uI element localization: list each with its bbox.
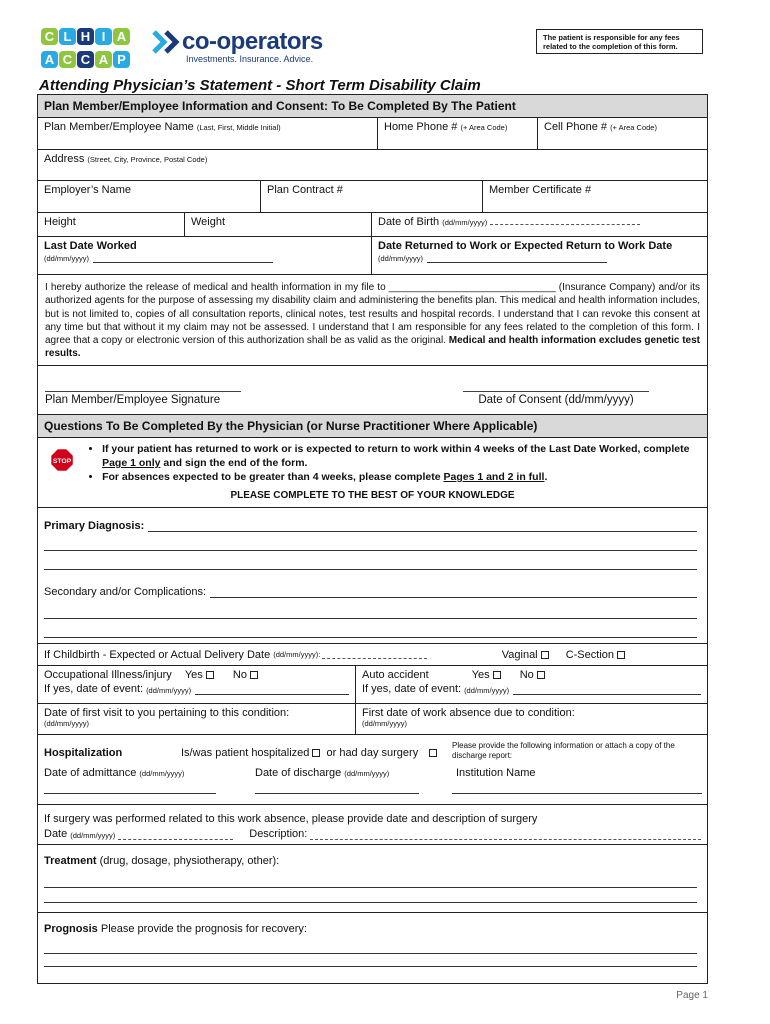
cell-phone-field[interactable]: Cell Phone # (+ Area Code): [544, 121, 657, 133]
company-name: co-operators: [182, 28, 323, 55]
prognosis-label: Prognosis Please provide the prognosis for recovery:: [44, 923, 307, 936]
occupational-auto-row: [38, 666, 707, 704]
form-table: [37, 94, 708, 984]
plan-contract-field[interactable]: Plan Contract #: [261, 181, 483, 212]
instructions-block: [38, 438, 707, 487]
surgery-text: If surgery was performed related to this work absence, please provide date and description of surgery: [44, 813, 538, 826]
auto-date-field[interactable]: If yes, date of event: (dd/mm/yyyy): [362, 683, 701, 695]
name-phone-row: [38, 118, 707, 150]
employer-row: [38, 181, 707, 213]
home-phone-field[interactable]: Home Phone # (+ Area Code): [378, 118, 538, 149]
primary-diagnosis-field[interactable]: Primary Diagnosis :: [38, 520, 707, 532]
svg-text:C: C: [62, 52, 73, 67]
svg-text:A: A: [98, 52, 109, 67]
surgery-description-field[interactable]: [310, 832, 701, 840]
admittance-line[interactable]: [44, 793, 216, 794]
address-field[interactable]: Address (Street, City, Province, Postal Code): [44, 153, 208, 165]
auto-no-checkbox[interactable]: [537, 671, 545, 679]
institution-label: Institution Name: [456, 767, 536, 780]
instruction-item: • For absences expected to be greater than 4 weeks, please complete Pages 1 and 2 in full.: [102, 470, 701, 484]
day-surgery-checkbox[interactable]: [429, 749, 437, 757]
page-number: Page 1: [676, 990, 708, 1001]
svg-text:I: I: [101, 29, 106, 44]
vaginal-checkbox[interactable]: [541, 651, 549, 659]
prognosis-block: [38, 913, 707, 983]
svg-text:C: C: [80, 52, 91, 67]
prognosis-line[interactable]: [44, 953, 697, 954]
occupational-field: Occupational Illness/injury Yes No If yes, date of event: (dd/mm/yyyy): [38, 666, 356, 703]
name-field[interactable]: Plan Member/Employee Name (Last, First, Middle Initial): [38, 118, 378, 149]
occ-no-checkbox[interactable]: [250, 671, 258, 679]
admittance-label: Date of admittance (dd/mm/yyyy): [44, 767, 185, 780]
clhia-logo: [41, 27, 131, 71]
consent-text: I hereby authorize the release of medical and health information in my file to ______________________________ (Insurance Company) and/or its authorized agents for the purpose of assessing my disability claim and administering the benefits plan. This medical and health information includes, but is not limited to, copies of all consultation reports, clinical notes, test results and hospital records. I understand that I can revoke this consent at any time but that without it my claim may not be assessed. I understand that I am responsible for any fees related to the completion of this form. I agree that a copy or electronic version of this authorization shall be as valid as the original. Medical and health information excludes genetic test results.: [38, 275, 707, 366]
prognosis-line[interactable]: [44, 966, 697, 967]
first-visit-field[interactable]: Date of first visit to you pertaining to this condition: (dd/mm/yyyy): [38, 704, 356, 734]
visit-absence-row: [38, 704, 707, 735]
instruction-item: • If your patient has returned to work or is expected to return to work within 4 weeks of the Last Date Worked, complete Page 1 only and sign the end of the form.: [102, 442, 701, 470]
fee-notice: The patient is responsible for any fees related to the completion of this form.: [536, 29, 703, 54]
surgery-block: [38, 805, 707, 845]
company-tagline: Investments. Insurance. Advice.: [186, 54, 314, 64]
dob-field[interactable]: Date of Birth (dd/mm/yyyy): [372, 213, 707, 236]
patient-section-heading: Plan Member/Employee Information and Consent: To Be Completed By The Patient: [38, 95, 707, 118]
svg-text:L: L: [63, 29, 72, 44]
weight-field[interactable]: Weight: [185, 213, 372, 236]
physician-section-heading: Questions To Be Completed By the Physician (or Nurse Practitioner Where Applicable): [38, 415, 707, 438]
address-row: [38, 150, 707, 181]
hospitalization-note: Please provide the following information or attach a copy of the discharge report:: [452, 741, 675, 760]
work-dates-row: [38, 237, 707, 275]
employer-field[interactable]: Employer’s Name: [38, 181, 261, 212]
last-worked-field[interactable]: Last Date Worked (dd/mm/yyyy): [38, 237, 372, 274]
discharge-line[interactable]: [255, 793, 419, 794]
form-title: Attending Physician’s Statement - Short Term Disability Claim: [39, 77, 481, 94]
signature-field[interactable]: Plan Member/Employee Signature: [45, 380, 241, 406]
discharge-label: Date of discharge (dd/mm/yyyy): [255, 767, 390, 780]
childbirth-row: [38, 644, 707, 666]
first-absence-field[interactable]: First date of work absence due to condition: (dd/mm/yyyy): [362, 707, 575, 729]
childbirth-field[interactable]: If Childbirth - Expected or Actual Delivery Date (dd/mm/yyyy):: [38, 649, 502, 661]
stop-sign-icon: [50, 444, 74, 476]
institution-line[interactable]: [452, 793, 702, 794]
svg-text:STOP: STOP: [52, 457, 72, 465]
cooperators-logo: [150, 28, 323, 64]
delivery-type: Vaginal C-Section: [502, 649, 707, 661]
hospitalized-checkbox[interactable]: [312, 749, 320, 757]
svg-text:A: A: [116, 29, 127, 44]
height-weight-row: [38, 213, 707, 237]
auto-accident-field: Auto accident Yes No If yes, date of event: (dd/mm/yyyy): [356, 666, 707, 703]
return-date-field[interactable]: Date Returned to Work or Expected Return to Work Date (dd/mm/yyyy): [378, 240, 673, 263]
occ-yes-checkbox[interactable]: [206, 671, 214, 679]
hospitalization-block: [38, 735, 707, 805]
hospitalized-question: Is/was patient hospitalized or had day surgery: [181, 747, 437, 759]
svg-text:P: P: [117, 52, 126, 67]
member-certificate-field[interactable]: Member Certificate #: [489, 184, 592, 196]
secondary-diagnosis-field[interactable]: Secondary and/or Complications:: [38, 586, 707, 598]
consent-date-field[interactable]: Date of Consent (dd/mm/yyyy): [463, 380, 649, 406]
hospitalization-label: Hospitalization: [44, 747, 123, 760]
height-field[interactable]: Height: [38, 213, 185, 236]
knowledge-note: PLEASE COMPLETE TO THE BEST OF YOUR KNOWLEDGE: [38, 486, 707, 508]
instruction-list: [86, 442, 701, 485]
csection-checkbox[interactable]: [617, 651, 625, 659]
treatment-line[interactable]: [44, 887, 697, 888]
svg-text:H: H: [80, 29, 91, 44]
svg-text:C: C: [44, 29, 55, 44]
svg-text:A: A: [44, 52, 55, 67]
occ-date-field[interactable]: If yes, date of event: (dd/mm/yyyy): [44, 683, 349, 695]
signature-row: [38, 366, 707, 415]
surgery-fields: Date (dd/mm/yyyy) Description:: [44, 828, 701, 840]
treatment-block: [38, 845, 707, 913]
chevron-logo-icon: [150, 29, 182, 55]
treatment-line[interactable]: [44, 902, 697, 903]
diagnosis-block: [38, 508, 707, 644]
surgery-date-field[interactable]: [118, 832, 233, 840]
treatment-label: Treatment (drug, dosage, physiotherapy, other):: [44, 855, 280, 868]
auto-yes-checkbox[interactable]: [493, 671, 501, 679]
